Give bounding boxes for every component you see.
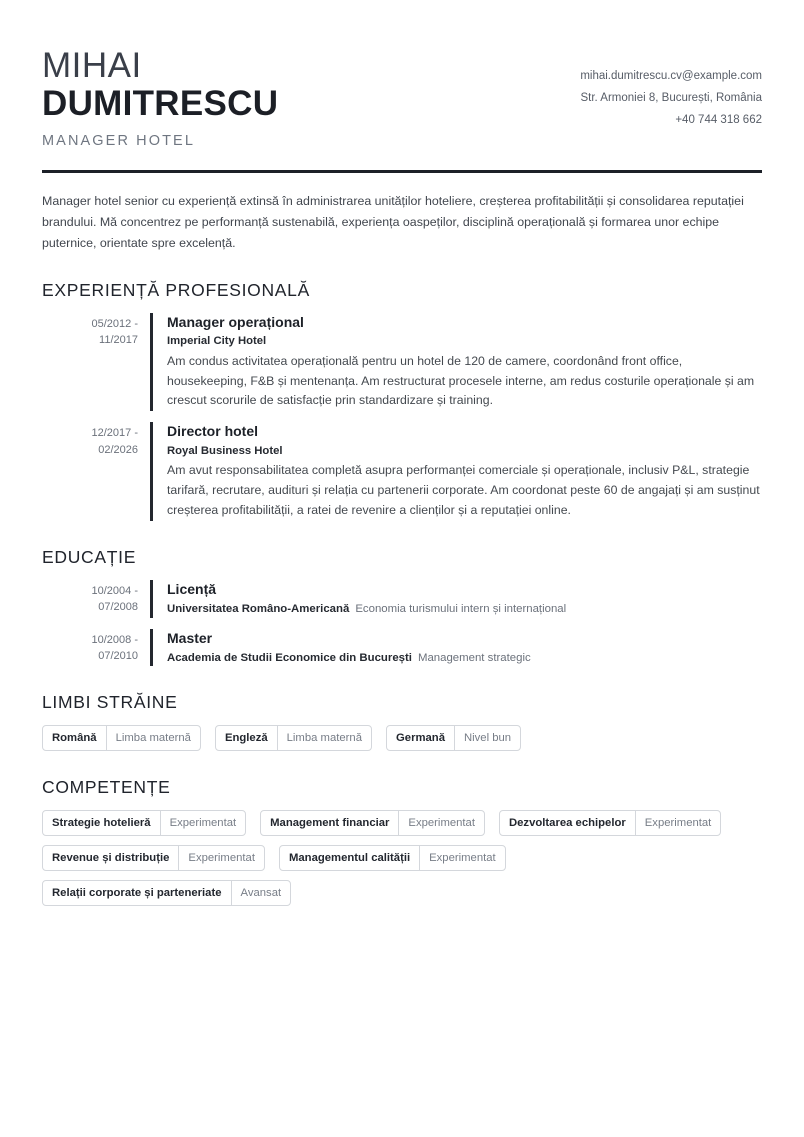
skills-section-title: COMPETENȚE (42, 777, 171, 798)
skill-pill (499, 810, 721, 836)
entry-description: Am condus activitatea operațională pentru un hotel de 120 de camere, coordonând front office, housekeeping, F&B și mentenanța. Am restructurat procesele interne, am redus costurile operaționale și am crescut scorurile de satisfacție prin standardizare și training. (167, 353, 755, 408)
entry-role: Director hotel (167, 423, 259, 440)
language-pill (42, 725, 201, 751)
experience-entry (42, 422, 762, 521)
entry-organization: Royal Business Hotel (167, 444, 283, 457)
education-degree: Licență (167, 580, 217, 597)
contact-email[interactable]: mihai.dumitrescu.cv@example.com (580, 70, 762, 82)
skill-pill (42, 880, 291, 906)
last-name: DUMITRESCU (42, 84, 279, 124)
language-name: Germană (396, 732, 445, 745)
language-pill (386, 725, 521, 751)
skill-name: Dezvoltarea echipelor (508, 817, 626, 830)
identity-block (42, 46, 278, 149)
entry-dates (42, 580, 150, 618)
entry-body (153, 422, 762, 521)
skill-level: Experimentat (178, 846, 264, 870)
entry-date-start: 12/2017 - (91, 427, 138, 440)
languages-pill-row (42, 725, 762, 751)
skill-name: Management financiar (270, 817, 390, 830)
education-section (42, 547, 762, 666)
skills-pill-row (42, 845, 762, 906)
language-name: Engleză (224, 732, 268, 745)
language-pill (215, 725, 372, 751)
skill-pill (42, 810, 246, 836)
education-entry (42, 629, 762, 667)
skill-name: Revenue și distribuție (52, 852, 170, 865)
language-level: Nivel bun (454, 726, 520, 750)
contact-block (580, 46, 762, 131)
skill-name: Managementul calității (288, 852, 411, 865)
entry-date-end: 07/2010 (98, 649, 138, 662)
entry-description: Am avut responsabilitatea completă asupra performanței comerciale și operaționale, inclusiv P&L, strategie tarifară, recrutare, audituri și relația cu partenerii corporate. Am coordonat peste 60 de angajați și am susținut creșterea profitabilității, a ratei de revenire a clienților și a reputației online. (167, 463, 760, 518)
entry-body (153, 580, 762, 618)
language-level: Limba maternă (277, 726, 371, 750)
education-institution: Universitatea Româno-Americană (167, 603, 350, 616)
experience-section-title: EXPERIENȚĂ PROFESIONALĂ (42, 279, 310, 300)
education-institution: Academia de Studii Economice din București (167, 651, 412, 664)
entry-date-end: 02/2026 (98, 443, 138, 456)
entry-dates (42, 313, 150, 412)
education-field: Economia turismului intern și internațional (355, 603, 567, 616)
entry-role: Manager operațional (167, 313, 304, 330)
skill-level: Experimentat (398, 811, 484, 835)
entry-date-start: 10/2004 - (91, 584, 138, 597)
contact-phone[interactable]: +40 744 318 662 (675, 114, 762, 127)
skills-section (42, 777, 762, 906)
skill-name: Strategie hotelieră (52, 817, 151, 830)
experience-section (42, 280, 762, 521)
entry-date-start: 05/2012 - (91, 317, 138, 330)
entry-body (153, 313, 762, 412)
skill-name: Relații corporate și parteneriate (52, 887, 222, 900)
skill-pill (279, 845, 506, 871)
languages-section-title: LIMBI STRĂINE (42, 692, 178, 713)
skill-level: Avansat (231, 881, 291, 905)
skill-pill (260, 810, 485, 836)
entry-date-start: 10/2008 - (91, 633, 138, 646)
education-section-title: EDUCAȚIE (42, 546, 137, 567)
language-name: Română (52, 732, 97, 745)
language-level: Limba maternă (106, 726, 200, 750)
education-detail-line (167, 651, 762, 666)
skill-pill (42, 845, 265, 871)
skills-pill-row (42, 810, 762, 836)
skill-level: Experimentat (160, 811, 246, 835)
skill-level: Experimentat (635, 811, 721, 835)
contact-address: Str. Armoniei 8, București, România (580, 92, 762, 105)
skill-level: Experimentat (419, 846, 505, 870)
experience-entry (42, 313, 762, 412)
job-title: MANAGER HOTEL (42, 132, 195, 149)
resume-header (42, 46, 762, 149)
header-divider (42, 170, 762, 173)
education-degree: Master (167, 629, 213, 646)
languages-section (42, 692, 762, 751)
entry-date-end: 07/2008 (98, 601, 138, 614)
entry-organization: Imperial City Hotel (167, 335, 267, 347)
first-name: MIHAI (42, 46, 142, 85)
education-entry (42, 580, 762, 618)
entry-dates (42, 422, 150, 521)
education-detail-line (167, 602, 762, 617)
entry-dates (42, 629, 150, 667)
entry-date-end: 11/2017 (99, 334, 138, 347)
professional-summary: Manager hotel senior cu experiență extinsă în administrarea unităților hoteliere, creșterea profitabilității și consolidarea reputației brandului. Mă concentrez pe performanță sustenabilă, experiența oaspeților, disciplină operațională și formarea unor echipe puternice, orientate spre excelență. (42, 193, 744, 250)
education-field: Management strategic (417, 651, 531, 664)
entry-body (153, 629, 762, 667)
